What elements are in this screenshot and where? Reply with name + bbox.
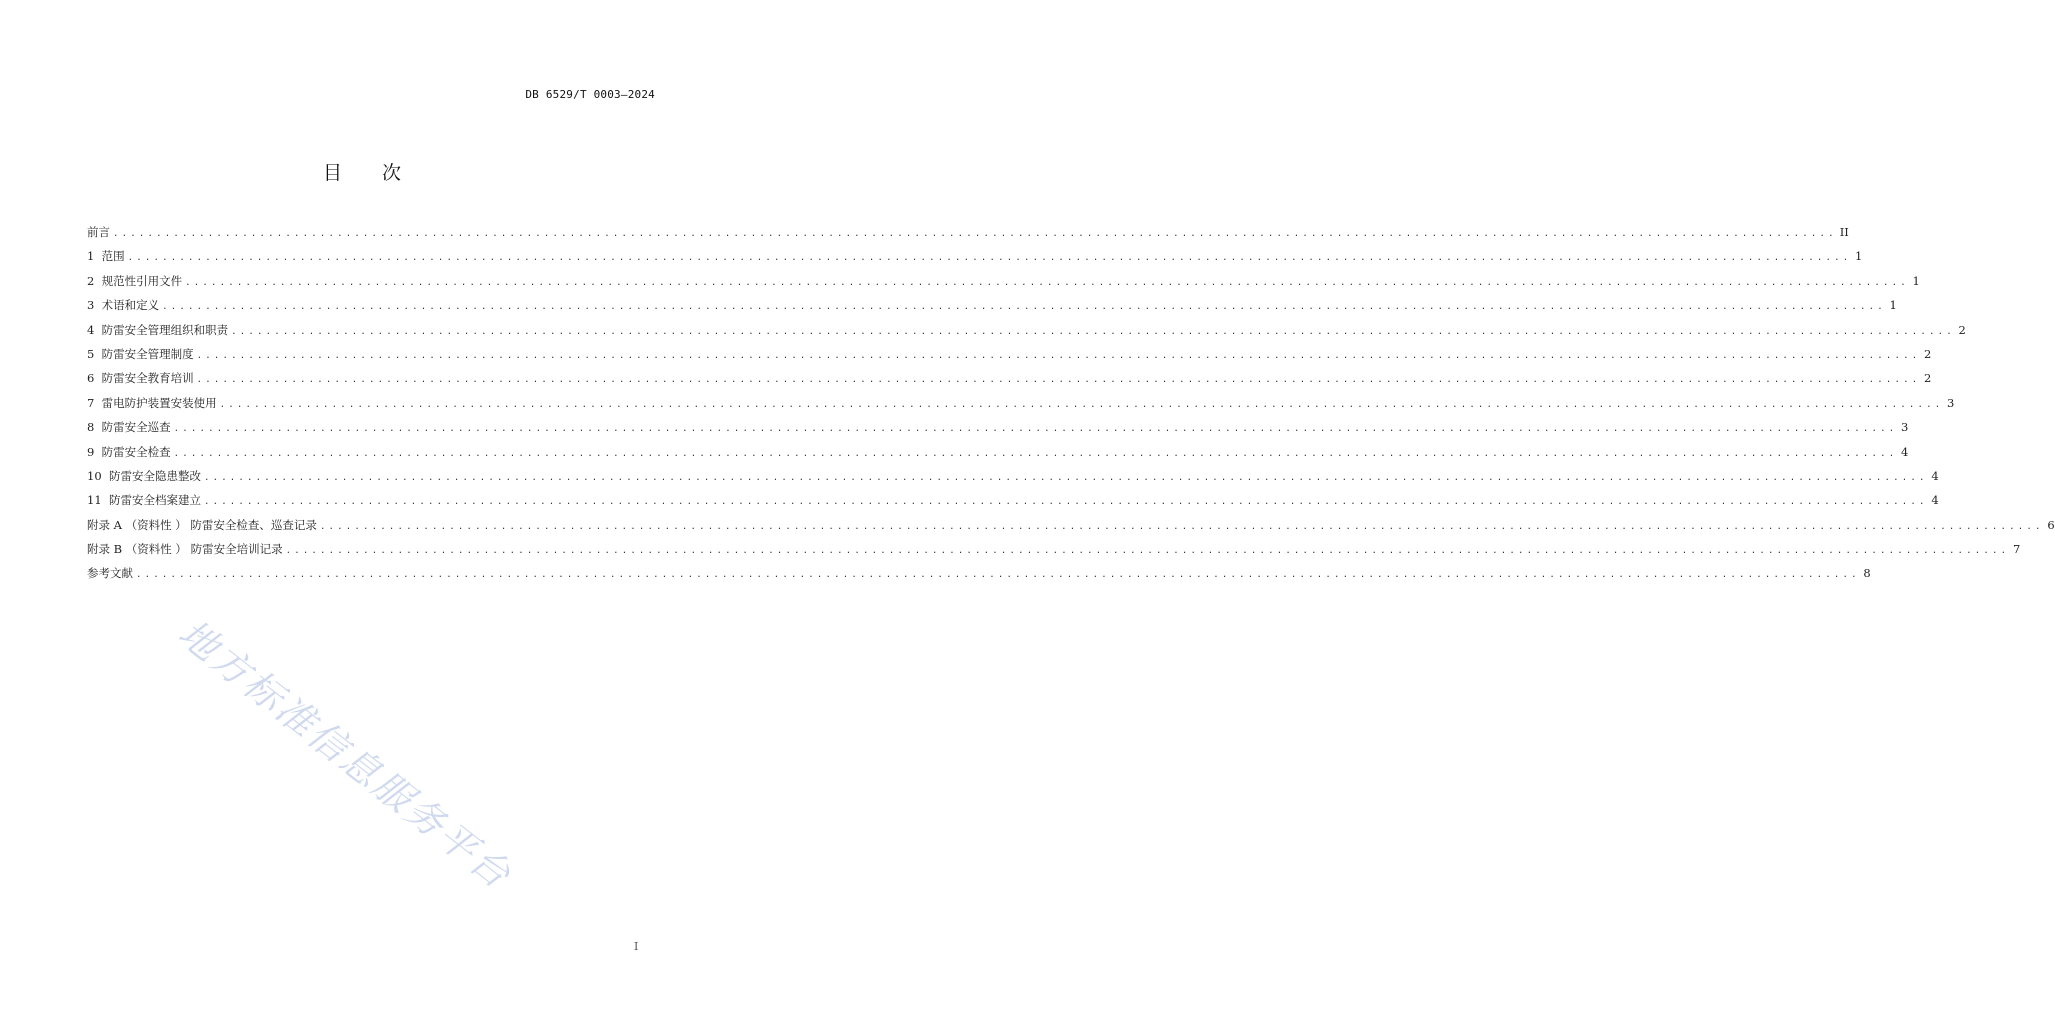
toc-leader-dots: ........................................................................................................................................................................................................ xyxy=(203,497,1928,508)
toc-entry-page: 3 xyxy=(1947,395,1955,410)
document-code: DB 6529/T 0003—2024 xyxy=(525,88,655,101)
toc-entry-label: 11 防雷安全档案建立 xyxy=(87,493,201,508)
toc-leader-dots: ........................................................................................................................................................................................................ xyxy=(196,350,1921,361)
toc-entry-appendix-a[interactable] xyxy=(87,517,2055,541)
toc-entry-5[interactable] xyxy=(87,346,1932,370)
toc-entry-page: 8 xyxy=(1863,566,1871,581)
toc-entry-page: 4 xyxy=(1901,444,1909,459)
toc-entry-page: 7 xyxy=(2012,542,2021,557)
toc-entry-6[interactable] xyxy=(87,370,1932,394)
toc-leader-dots: ........................................................................................................................................................................................................ xyxy=(185,277,1909,288)
toc-entry-7[interactable] xyxy=(87,395,1955,419)
toc-entry-11[interactable] xyxy=(87,492,1939,516)
toc-entry-label: 1 范围 xyxy=(87,249,125,264)
toc-entry-page: 4 xyxy=(1931,493,1939,508)
toc-entry-page: 4 xyxy=(1931,468,1939,483)
toc-entry-label: 前言 xyxy=(87,225,110,239)
table-of-contents xyxy=(87,224,2055,590)
toc-entry-page: II xyxy=(1839,225,1849,239)
toc-entry-page: 1 xyxy=(1912,273,1920,288)
toc-entry-3[interactable] xyxy=(87,297,1897,321)
page-number: I xyxy=(634,940,639,953)
page-title xyxy=(0,158,724,185)
toc-entry-8[interactable] xyxy=(87,419,1909,443)
toc-entry-page: 2 xyxy=(1958,322,1966,337)
watermark: 地方标准信息服务平台 xyxy=(170,610,521,899)
toc-leader-dots: ........................................................................................................................................................................................................ xyxy=(203,472,1928,483)
toc-leader-dots: ........................................................................................................................................................................................................ xyxy=(196,375,1921,386)
toc-entry-foreword[interactable] xyxy=(87,224,1849,248)
toc-entry-4[interactable] xyxy=(87,322,1966,346)
toc-entry-1[interactable] xyxy=(87,248,1863,272)
toc-leader-dots: ........................................................................................................................................................................................................ xyxy=(136,570,1860,581)
toc-entry-label: 3 术语和定义 xyxy=(87,298,160,313)
toc-entry-page: 2 xyxy=(1924,346,1932,361)
toc-entry-appendix-b[interactable] xyxy=(87,541,2021,565)
toc-leader-dots: ........................................................................................................................................................................................................ xyxy=(173,448,1898,459)
toc-leader-dots: ........................................................................................................................................................................................................ xyxy=(231,326,1955,337)
toc-leader-dots: ........................................................................................................................................................................................................ xyxy=(162,302,1886,313)
toc-entry-page: 2 xyxy=(1924,371,1932,386)
toc-entry-label: 8 防雷安全巡查 xyxy=(87,420,171,435)
toc-leader-dots: ........................................................................................................................................................................................................ xyxy=(219,399,1944,410)
toc-entry-10[interactable] xyxy=(87,468,1939,492)
toc-entry-label: 10 防雷安全隐患整改 xyxy=(87,468,201,483)
toc-entry-label: 9 防雷安全检查 xyxy=(87,444,171,459)
toc-entry-label: 5 防雷安全管理制度 xyxy=(87,346,194,361)
toc-leader-dots: ........................................................................................................................................................................................................ xyxy=(127,253,1852,264)
toc-leader-dots: ........................................................................................................................................................................................................ xyxy=(173,424,1898,435)
toc-entry-2[interactable] xyxy=(87,273,1920,297)
toc-entry-references[interactable] xyxy=(87,565,1871,589)
toc-entry-page: 3 xyxy=(1901,420,1909,435)
toc-entry-label: 4 防雷安全管理组织和职责 xyxy=(87,322,229,337)
toc-entry-label: 附录 B （资料性 ） 防雷安全培训记录 xyxy=(87,542,283,557)
toc-leader-dots: ........................................................................................................................................................................................................ xyxy=(285,546,2010,557)
toc-entry-page: 1 xyxy=(1855,249,1863,264)
title-char-2: 次 xyxy=(382,162,402,184)
toc-entry-label: 6 防雷安全教育培训 xyxy=(87,371,194,386)
toc-entry-page: 1 xyxy=(1889,298,1897,313)
toc-leader-dots: ........................................................................................................................................................................................................ xyxy=(319,521,2044,532)
toc-leader-dots: ........................................................................................................................................................................................................ xyxy=(113,229,1837,239)
toc-entry-label: 2 规范性引用文件 xyxy=(87,273,183,288)
title-char-1: 目 xyxy=(322,162,342,184)
toc-entry-label: 7 雷电防护装置安装使用 xyxy=(87,395,217,410)
toc-entry-label: 参考文献 xyxy=(87,566,133,581)
toc-entry-label: 附录 A （资料性 ） 防雷安全检查、巡查记录 xyxy=(87,517,317,532)
toc-entry-9[interactable] xyxy=(87,444,1909,468)
toc-entry-page: 6 xyxy=(2047,517,2055,532)
